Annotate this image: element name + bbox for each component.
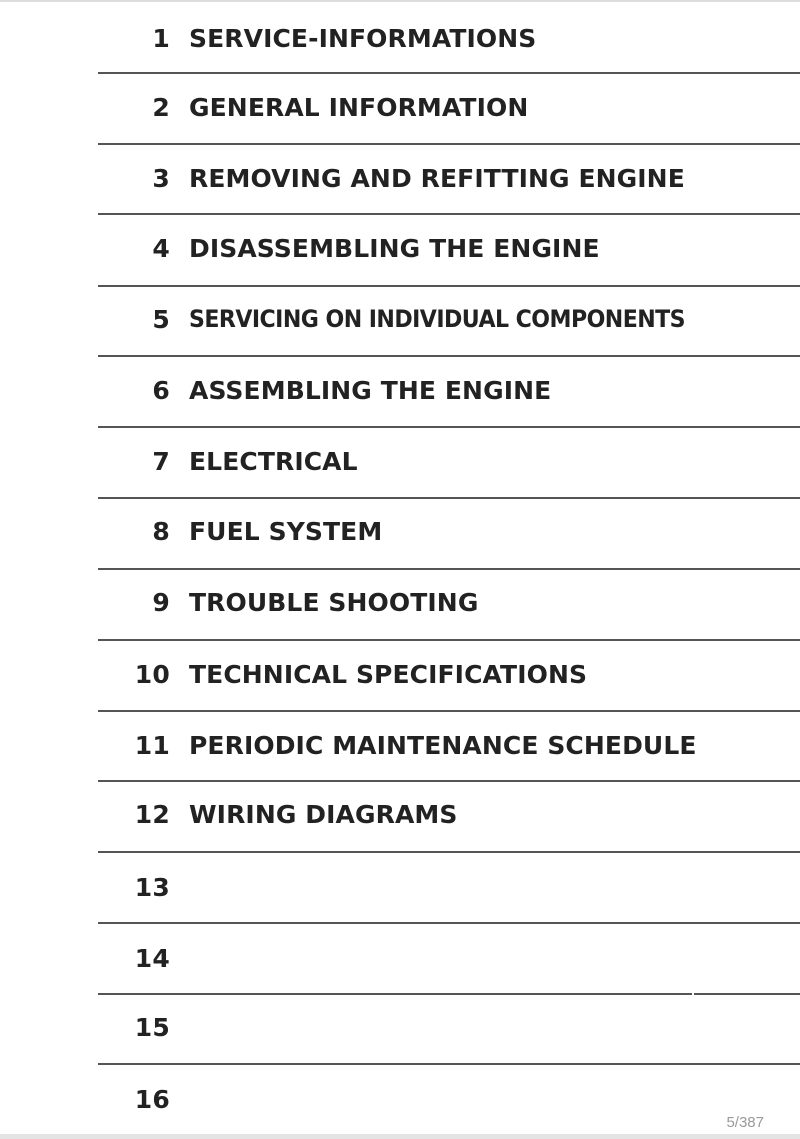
toc-entry-title: SERVICE-INFORMATIONS (189, 24, 537, 53)
toc-divider (98, 922, 800, 924)
toc-divider (98, 213, 800, 215)
toc-entry-number: 9 (152, 588, 170, 617)
toc-entry-number: 4 (152, 234, 170, 263)
toc-divider (98, 426, 800, 428)
toc-entry-number: 11 (134, 731, 170, 760)
toc-divider (98, 568, 800, 570)
toc-entry-title: TECHNICAL SPECIFICATIONS (189, 660, 588, 689)
toc-divider (98, 993, 800, 995)
toc-divider (98, 355, 800, 357)
toc-entry-number: 13 (134, 873, 170, 902)
toc-entry-number: 8 (152, 517, 170, 546)
toc-divider (98, 143, 800, 145)
toc-entry-number: 7 (152, 447, 170, 476)
toc-divider (98, 710, 800, 712)
toc-entry-number: 15 (134, 1013, 170, 1042)
toc-divider (98, 1063, 800, 1065)
toc-entry-number: 10 (134, 660, 170, 689)
page-indicator: 5/387 (726, 1114, 764, 1131)
toc-entry-number: 6 (152, 376, 170, 405)
toc-entry-title: DISASSEMBLING THE ENGINE (189, 234, 600, 263)
toc-entry-number: 3 (152, 164, 170, 193)
toc-entry-title: REMOVING AND REFITTING ENGINE (189, 164, 685, 193)
page-bottom-edge (0, 1134, 800, 1139)
toc-entry-title: WIRING DIAGRAMS (189, 800, 458, 829)
toc-entry-number: 2 (152, 93, 170, 122)
toc-entry-title: SERVICING ON INDIVIDUAL COMPONENTS (189, 305, 686, 333)
toc-entry-number: 1 (152, 24, 170, 53)
toc-entry-number: 14 (134, 944, 170, 973)
toc-divider (98, 851, 800, 853)
toc-entry-title: ASSEMBLING THE ENGINE (189, 376, 552, 405)
page-top-edge (0, 0, 800, 2)
toc-entry-number: 12 (134, 800, 170, 829)
toc-entry-title: TROUBLE SHOOTING (189, 588, 479, 617)
toc-divider (98, 497, 800, 499)
toc-entry-number: 5 (152, 305, 170, 334)
toc-entry-title: ELECTRICAL (189, 447, 358, 476)
toc-entry-number: 16 (134, 1085, 170, 1114)
toc-divider (98, 285, 800, 287)
toc-divider (98, 639, 800, 641)
toc-divider (98, 72, 800, 74)
toc-entry-title: GENERAL INFORMATION (189, 93, 529, 122)
toc-entry-title: PERIODIC MAINTENANCE SCHEDULE (189, 731, 697, 760)
toc-entry-title: FUEL SYSTEM (189, 517, 383, 546)
toc-divider (98, 780, 800, 782)
